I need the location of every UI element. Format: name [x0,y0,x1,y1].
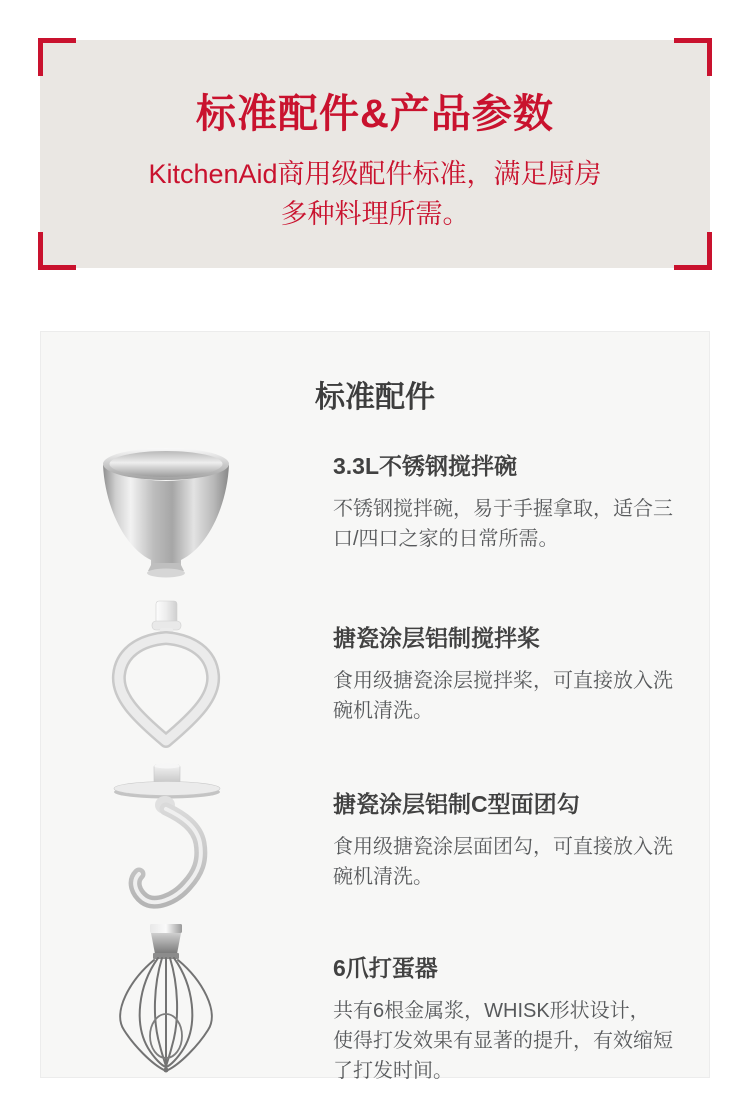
description-line: 食用级搪瓷涂层搅拌桨，可直接放入洗 [333,670,673,692]
corner-bracket-bottom-left [38,232,76,270]
hero-banner [40,40,710,268]
hero-title: 标准配件&产品参数 [196,92,554,136]
accessory-description [333,494,709,554]
corner-bracket-bottom-right [674,232,712,270]
accessory-description [333,666,709,726]
accessory-row-bowl [41,442,709,600]
accessory-row-dough-hook [41,758,709,916]
hero-subtitle-line-2: 多种料理所需。 [280,199,470,229]
accessories-heading: 标准配件 [315,381,435,414]
accessory-title: 搪瓷涂层铝制C型面团勾 [333,791,580,817]
description-line: 不锈钢搅拌碗，易于手握拿取，适合三 [333,498,673,520]
description-line: 碗机清洗。 [333,700,433,722]
mixing-bowl-icon [41,442,291,584]
accessory-text-beater [291,600,709,726]
wire-whisk-icon [41,916,291,1074]
description-line: 碗机清洗。 [333,866,433,888]
description-line: 口/四口之家的日常所需。 [333,528,559,550]
accessory-row-beater [41,600,709,758]
corner-bracket-top-right [674,38,712,76]
description-line: 共有6根金属浆，WHISK形状设计， [333,1000,650,1022]
description-line: 了打发时间。 [333,1060,453,1082]
description-line: 使得打发效果有显著的提升，有效缩短 [333,1030,673,1052]
flat-beater-icon [41,600,291,750]
dough-hook-icon [41,758,291,918]
hero-subtitle-line-1: KitchenAid商用级配件标准，满足厨房 [148,159,602,189]
accessory-description [333,996,709,1086]
hero-subtitle [40,154,710,234]
accessory-description [333,832,709,892]
accessory-row-whisk [41,916,709,1082]
accessories-panel [40,331,710,1082]
accessory-text-bowl [291,442,709,554]
corner-bracket-top-left [38,38,76,76]
accessory-title: 6爪打蛋器 [333,955,438,981]
accessory-title: 3.3L不锈钢搅拌碗 [333,453,518,479]
accessory-text-whisk [291,916,709,1086]
description-line: 食用级搪瓷涂层面团勾，可直接放入洗 [333,836,673,858]
accessories-list [41,442,709,1082]
accessory-title: 搪瓷涂层铝制搅拌桨 [333,625,540,651]
accessory-text-dough-hook [291,758,709,892]
